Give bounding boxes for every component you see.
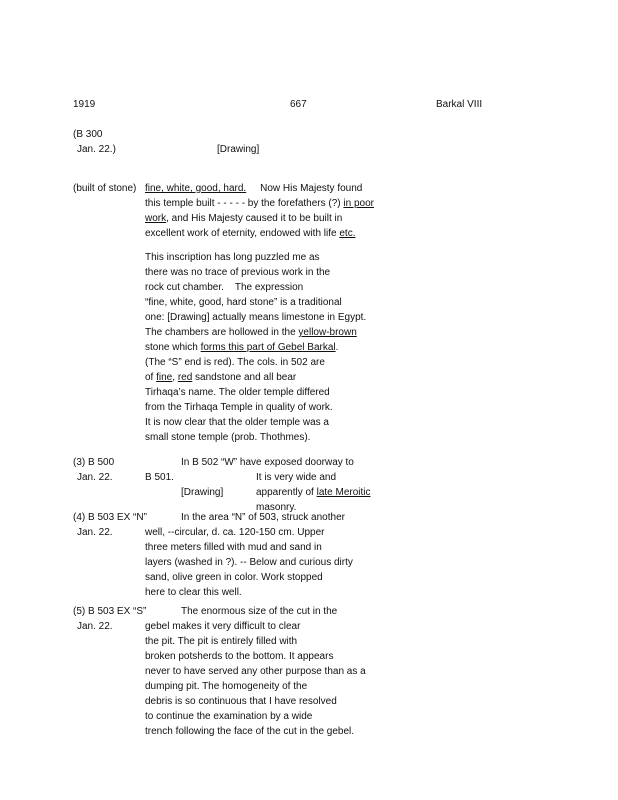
drawing-placeholder: [Drawing] xyxy=(217,144,260,155)
entry-5-line: The enormous size of the cut in the xyxy=(181,606,338,617)
entry-5-line: the pit. The pit is entirely filled with xyxy=(145,636,298,647)
entry-5-line: broken potsherds to the bottom. It appears xyxy=(145,651,334,662)
entry-4-ref: (4) B 503 EX “N” xyxy=(73,512,147,523)
entry-4-line: layers (washed in ?). -- Below and curious dirty xyxy=(145,557,353,568)
drawing-placeholder: [Drawing] xyxy=(181,487,224,498)
entry-5-line: trench following the face of the cut in the gebel. xyxy=(145,726,355,737)
inscription-line: fine, white, good, hard. Now His Majesty found xyxy=(145,183,363,194)
header-section: Barkal VIII xyxy=(436,99,483,110)
inscription-line: work, and His Majesty caused it to be built in xyxy=(145,213,343,224)
note-line: there was no trace of previous work in the xyxy=(145,267,331,278)
note-line: rock cut chamber. The expression xyxy=(145,282,304,293)
entry-5-line: dumping pit. The homogeneity of the xyxy=(145,681,308,692)
entry-5-line: gebel makes it very difficult to clear xyxy=(145,621,301,632)
entry-4-line: here to clear this well. xyxy=(145,587,242,598)
note-line: small stone temple (prob. Thothmes). xyxy=(145,432,311,443)
entry-3-ref: (3) B 500 xyxy=(73,457,115,468)
entry-3-line: B 501. xyxy=(145,472,174,483)
note-line: of fine, red sandstone and all bear xyxy=(145,372,297,383)
note-line: from the Tirhaqa Temple in quality of work. xyxy=(145,402,333,413)
entry-b300-date: Jan. 22.) xyxy=(77,144,116,155)
entry-3-line: apparently of late Meroitic xyxy=(256,487,371,498)
note-line: This inscription has long puzzled me as xyxy=(145,252,320,263)
entry-5-line: never to have served any other purpose than as a xyxy=(145,666,366,677)
note-line: (The “S” end is red). The cols. in 502 are xyxy=(145,357,325,368)
entry-4-date: Jan. 22. xyxy=(77,527,113,538)
entry-5-date: Jan. 22. xyxy=(77,621,113,632)
entry-4-line: In the area “N” of 503, struck another xyxy=(181,512,345,523)
entry-3-date: Jan. 22. xyxy=(77,472,113,483)
entry-5-ref: (5) B 503 EX “S” xyxy=(73,606,147,617)
note-line: stone which forms this part of Gebel Barkal. xyxy=(145,342,339,353)
entry-3-line: In B 502 “W” have exposed doorway to xyxy=(181,457,354,468)
entry-5-line: debris is so continuous that I have resolved xyxy=(145,696,337,707)
entry-5-line: to continue the examination by a wide xyxy=(145,711,313,722)
entry-b300-ref: (B 300 xyxy=(73,129,103,140)
header-year: 1919 xyxy=(73,99,96,110)
note-line: “fine, white, good, hard stone” is a traditional xyxy=(145,297,342,308)
entry-4-line: sand, olive green in color. Work stopped xyxy=(145,572,323,583)
entry-4-line: three meters filled with mud and sand in xyxy=(145,542,322,553)
entry-4-line: well, --circular, d. ca. 120-150 cm. Upper xyxy=(145,527,325,538)
note-line: Tirhaqa’s name. The older temple differed xyxy=(145,387,330,398)
header-page-number: 667 xyxy=(290,99,307,110)
inscription-line: excellent work of eternity, endowed with life etc. xyxy=(145,228,356,239)
entry-3-line: It is very wide and xyxy=(256,472,337,483)
built-of-stone-label: (built of stone) xyxy=(73,183,137,194)
note-line: The chambers are hollowed in the yellow-brown xyxy=(145,327,357,338)
note-line: one: [Drawing] actually means limestone in Egypt. xyxy=(145,312,367,323)
inscription-line: this temple built - - - - - by the forefathers (?) in poor xyxy=(145,198,374,209)
entry-3-line: masonry. xyxy=(256,502,297,513)
note-line: It is now clear that the older temple was a xyxy=(145,417,329,428)
